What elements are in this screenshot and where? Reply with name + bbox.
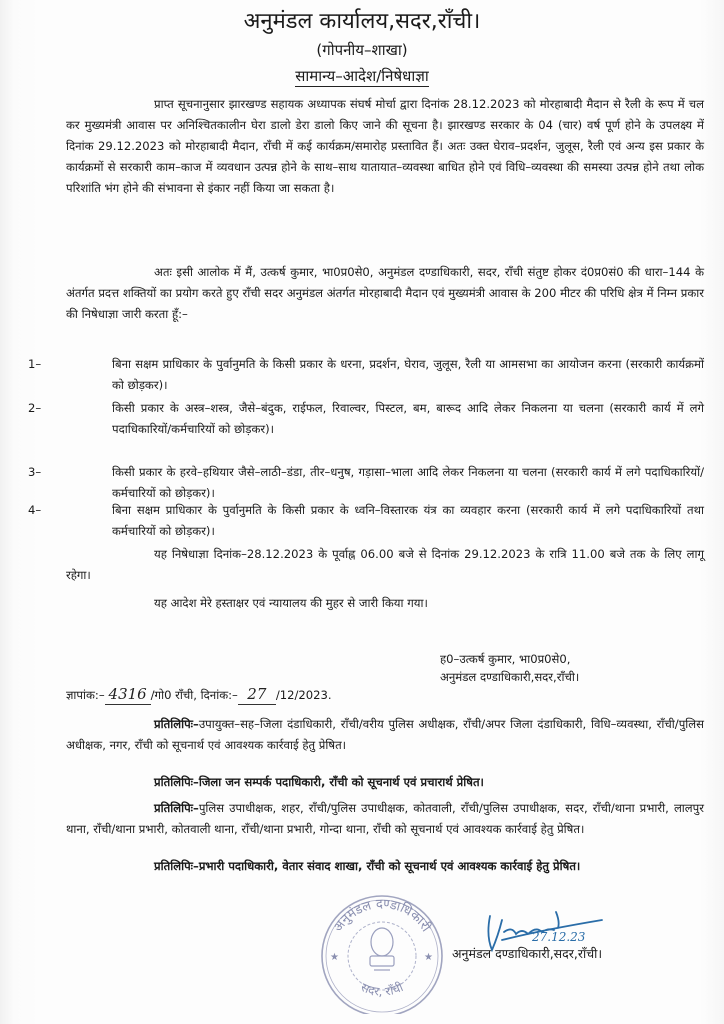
copy-text: जिला जन सम्पर्क पदाधिकारी, राँची को सूचनार्थ एवं प्रचारार्थ प्रेषित। [198, 775, 484, 789]
memo-month-year: /12/2023. [275, 688, 332, 702]
seal-bottom-text: सदर, राँची [358, 979, 406, 999]
item-text: बिना सक्षम प्राधिकार के पुर्वानुमति के किसी प्रकार के ध्वनि–विस्तारक यंत्र का व्यवहार करना (सरकारी कार्य में लगे पदाधिकारियों तथा कर्मचारियों को छोड़कर)। [112, 503, 704, 538]
order-heading [0, 66, 724, 86]
item-text: बिना सक्षम प्राधिकार के पुर्वानुमति के किसी प्रकार के धरना, प्रदर्शन, घेराव, जुलूस, रैली या आमसभा का आयोजन करना (सरकारी कार्यक्रमों को छोड़कर)। [112, 357, 704, 392]
item-number: 4– [28, 503, 42, 517]
item-number: 3– [28, 465, 42, 479]
official-seal [312, 890, 452, 1014]
copy-label: प्रतिलिपिः– [154, 775, 199, 789]
copy-text: पुलिस उपाधीक्षक, शहर, राँची/पुलिस उपाधीक्षक, कोतवाली, राँची/पुलिस उपाधीक्षक, सदर, राँची/थाना प्रभारी, लालपुर थाना, राँची/थाना प्रभारी, कोतवाली थाना, राँची/थाना प्रभारी, गोन्दा थाना, राँची को सूचनार्थ एवं आवश्यक कार्रवाई हेतु प्रेषित। [66, 801, 704, 836]
copy-label: प्रतिलिपिः– [154, 717, 199, 731]
seal-top-text: अनुमंडल दण्डाधिकारी [330, 896, 434, 935]
memo-day: 27 [238, 684, 276, 705]
item-text: किसी प्रकार के हरवे–हथियार जैसे–लाठी–डंडा, तीर–धनुष, गड़ासा–भाला आदि लेकर निकलना या चलना (सरकारी कार्य में लगे पदाधिकारियों/कर्मचारियों को छोड़कर)। [112, 465, 704, 500]
copy-entry [66, 772, 704, 793]
signed-by-name: ह0–उत्कर्ष कुमार, भा0प्र0से0, [440, 652, 571, 666]
signed-by-designation: अनुमंडल दण्डाधिकारी,सदर,राँची। [440, 670, 580, 684]
copy-text: उपायुक्त–सह–जिला दंडाधिकारी, राँची/वरीय पुलिस अधीक्षक, राँची/अपर जिला दंडाधिकारी, विधि–व्यवस्था, राँची/पुलिस अधीक्षक, नगर, राँची को सूचनार्थ एवं आवश्यक कार्रवाई हेतु प्रेषित। [66, 717, 704, 752]
signed-by-block [440, 650, 710, 686]
seal-star-icon: ★ [330, 952, 339, 963]
signer-designation: अनुमंडल दण्डाधिकारी,सदर,राँची। [452, 946, 603, 961]
memo-label: ज्ञापांक:– [66, 688, 105, 702]
seal-star-icon: ★ [424, 952, 433, 963]
copy-entry [66, 714, 704, 756]
intro-paragraph: प्राप्त सूचनानुसार झारखण्ड सहायक अध्यापक संघर्ष मोर्चा द्वारा दिनांक 28.12.2023 को मोरहाबादी मैदान से रैली के रूप में चल कर मुख्यमंत्री आवास पर अनिश्चितकालीन घेरा डालो डेरा डालो किए जाने की सूचना है। झारखण्ड सरकार के 04 (चार) वर्ष पूर्ण होने के उपलक्ष्य में दिनांक 29.12.2023 को मोरहाबादी मैदान, राँची में कई कार्यक्रम/समारोह प्रस्तावित हैं। अतः उक्त घेराव–प्रदर्शन, जुलूस, रैली एवं अन्य इस प्रकार के कार्यक्रमों से सरकारी काम–काज में व्यवधान उत्पन्न होने के साथ–साथ यातायात–व्यवस्था बाधित होने एवं विधि–व्यवस्था की समस्या उत्पन्न होने तथा लोक परिशांति भंग होने की संभावना से इंकार नहीं किया जा सकता है। [66, 97, 704, 195]
copy-entry [66, 798, 704, 840]
signature-date: 27.12.23 [532, 930, 586, 944]
memo-office: /गो0 राँची, दिनांक:– [150, 688, 238, 702]
item-number: 2– [28, 401, 42, 415]
memo-number: 4316 [105, 684, 151, 705]
item-number: 1– [28, 357, 42, 371]
copy-label: प्रतिलिपिः– [154, 801, 199, 815]
office-title: अनुमंडल कार्यालय,सदर,राँची। [243, 9, 481, 34]
copy-label: प्रतिलिपिः– [154, 859, 199, 873]
branch-subtitle: (गोपनीय–शाखा) [316, 41, 408, 59]
validity-paragraph: यह निषेधाज्ञा दिनांक–28.12.2023 के पूर्वाह्न 06.00 बजे से दिनांक 29.12.2023 के रात्रि 11.00 बजे तक के लिए लागू रहेगा। [66, 547, 704, 582]
memo-line [66, 684, 332, 705]
copy-entry [66, 856, 704, 877]
copy-text: प्रभारी पदाधिकारी, वेतार संवाद शाखा, राँची को सूचनार्थ एवं आवश्यक कार्रवाई हेतु प्रेषित। [198, 859, 581, 873]
item-text: किसी प्रकार के अस्त्र–शस्त्र, जैसे–बंदुक, राईफल, रिवाल्वर, पिस्टल, बम, बारूद आदि लेकर निकलना या चलना (सरकारी कार्य में लगे पदाधिकारियों/कर्मचारियों को छोड़कर)। [112, 401, 704, 436]
issuance-paragraph: यह आदेश मेरे हस्ताक्षर एवं न्यायालय की मुहर से जारी किया गया। [154, 596, 428, 610]
order-paragraph: अतः इसी आलोक में मैं, उत्कर्ष कुमार, भा0प्र0से0, अनुमंडल दण्डाधिकारी, सदर, राँची संतुष्ट होकर दं0प्र0सं0 की धारा–144 के अंतर्गत प्रदत्त शक्तियों का प्रयोग करते हुए राँची सदर अनुमंडल अंतर्गत मोरहाबादी मैदान एवं मुख्यमंत्री आवास के 200 मीटर की परिधि क्षेत्र में निम्न प्रकार की निषेधाज्ञा जारी करता हूँ:– [66, 265, 704, 321]
order-heading-text: सामान्य–आदेश/निषेधाज्ञा [295, 67, 429, 85]
emblem-icon [370, 928, 394, 970]
